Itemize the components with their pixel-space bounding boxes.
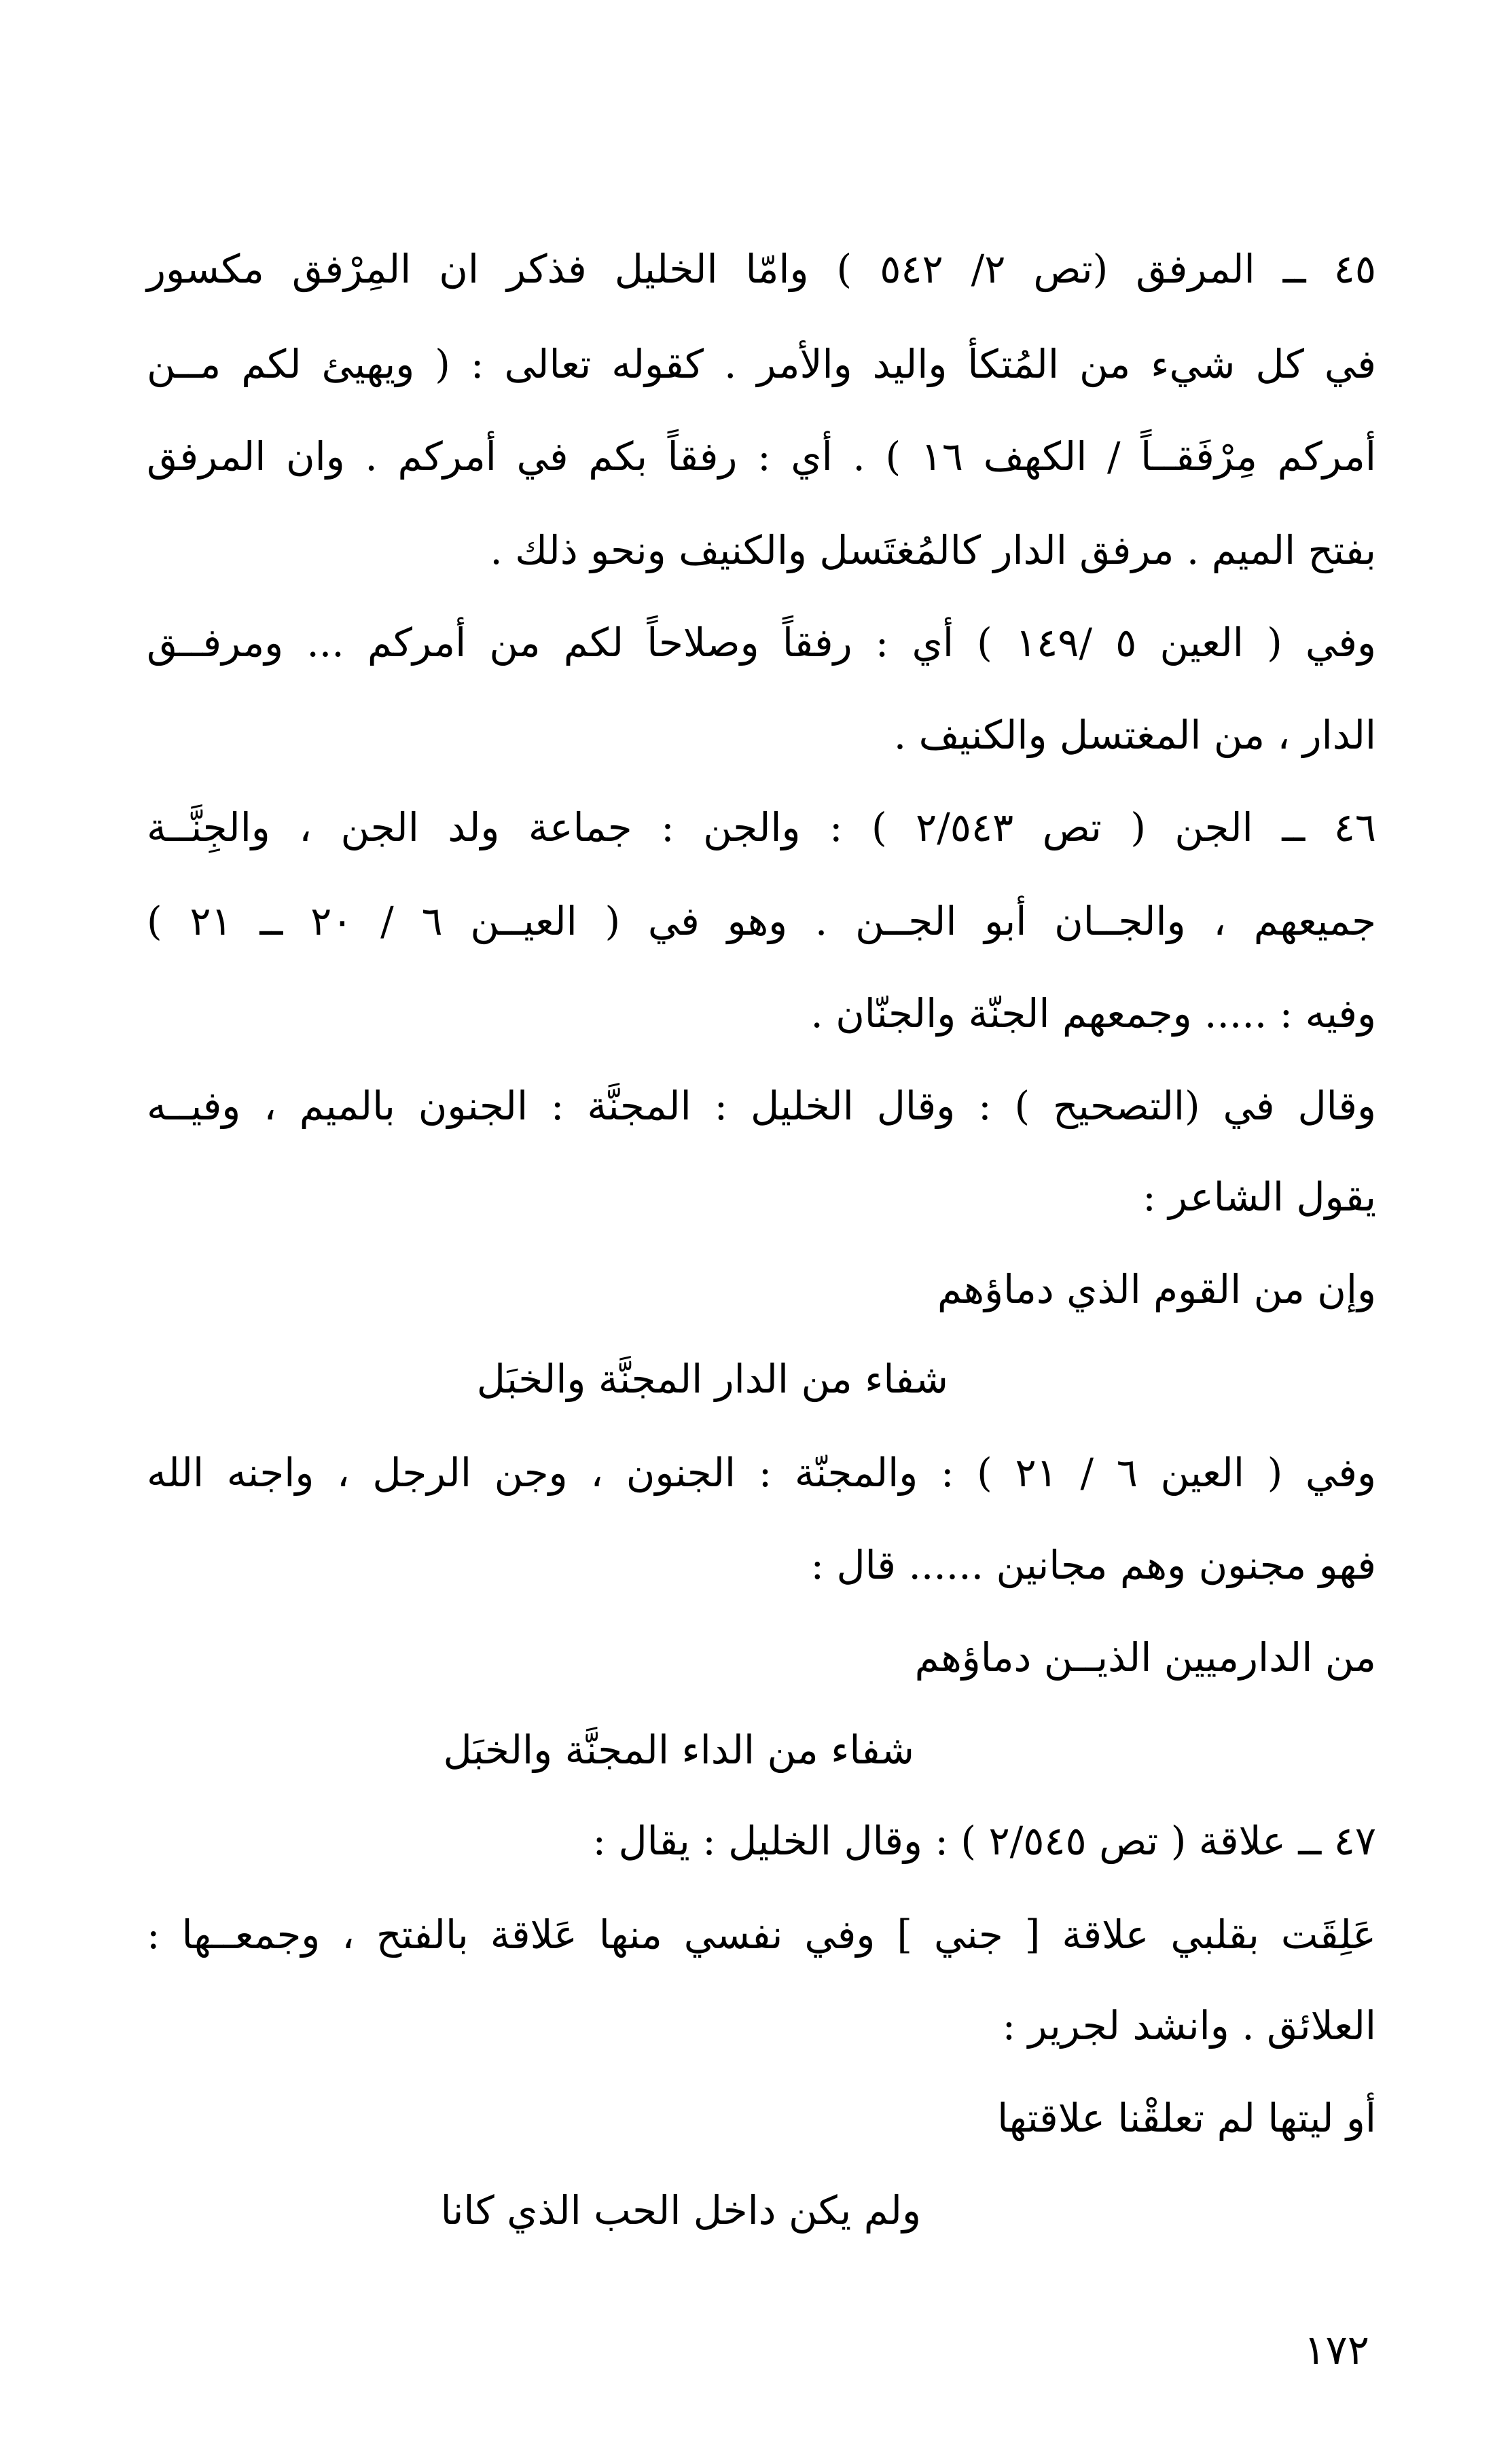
verse-line-5: أو ليتها لم تعلقْنا علاقتها: [997, 2095, 1376, 2141]
text-line-2: في كل شيء من المُتكأ واليد والأمر . كقوله تعالى : ( ويهيئ لكم مــن: [147, 341, 1376, 387]
text-line-16: العلائق . وانشد لجرير :: [1002, 2003, 1376, 2049]
verse-line-6: ولم يكن داخل الحب الذي كانا: [440, 2187, 921, 2233]
verse-line-4: شفاء من الداء المجنَّة والخبَل: [443, 1727, 914, 1773]
text-line-8: جميعهم ، والجــان أبو الجــن . وهو في ( العيــن ٦ / ٢٠ ــ ٢١ ): [147, 898, 1376, 944]
text-line-13: فهو مجنون وهم مجانين ...... قال :: [810, 1542, 1376, 1588]
text-line-10: وقال في (التصحيح ) : وقال الخليل : المجنَّة : الجنون بالميم ، وفيــه: [147, 1083, 1376, 1129]
text-line-3: أمركم مِرْفَقــاً / الكهف ١٦ ) . أي : رفقاً بكم في أمركم . وان المرفق: [147, 433, 1376, 480]
text-line-14: ٤٧ ــ علاقة ( تص ٢/٥٤٥ ) : وقال الخليل : يقال :: [592, 1818, 1376, 1864]
text-line-6: الدار ، من المغتسل والكنيف .: [893, 712, 1376, 758]
verse-line-2: شفاء من الدار المجنَّة والخبَل: [476, 1356, 948, 1402]
text-line-11: يقول الشاعر :: [1142, 1174, 1376, 1220]
text-line-4: بفتح الميم . مرفق الدار كالمُغتَسل والكنيف ونحو ذلك .: [490, 527, 1376, 573]
verse-line-1: وإن من القوم الذي دماؤهم: [937, 1266, 1376, 1312]
text-line-12: وفي ( العين ٦ / ٢١ ) : والمجنّة : الجنون ، وجن الرجل ، واجنه الله: [147, 1450, 1376, 1496]
text-line-5: وفي ( العين ٥ /١٤٩ ) أي : رفقاً وصلاحاً لكم من أمركم ... ومرفــق: [147, 620, 1376, 666]
text-line-1: ٤٥ ــ المرفق (تص ٢/ ٥٤٢ ) وامّا الخليل فذكر ان المِرْفق مكسور: [147, 246, 1376, 292]
text-line-15: عَلِقَت بقلبي علاقة [ جني ] وفي نفسي منها عَلاقة بالفتح ، وجمعــها :: [147, 1912, 1376, 1958]
verse-line-3: من الدارميين الذيــن دماؤهم: [914, 1634, 1376, 1681]
text-line-7: ٤٦ ــ الجن ( تص ٢/٥٤٣ ) : والجن : جماعة ولد الجن ، والجِنَّــة: [147, 804, 1377, 850]
page-number: ١٧٢: [1303, 2327, 1369, 2374]
text-line-9: وفيه : ..... وجمعهم الجنّة والجنّان .: [810, 990, 1376, 1037]
